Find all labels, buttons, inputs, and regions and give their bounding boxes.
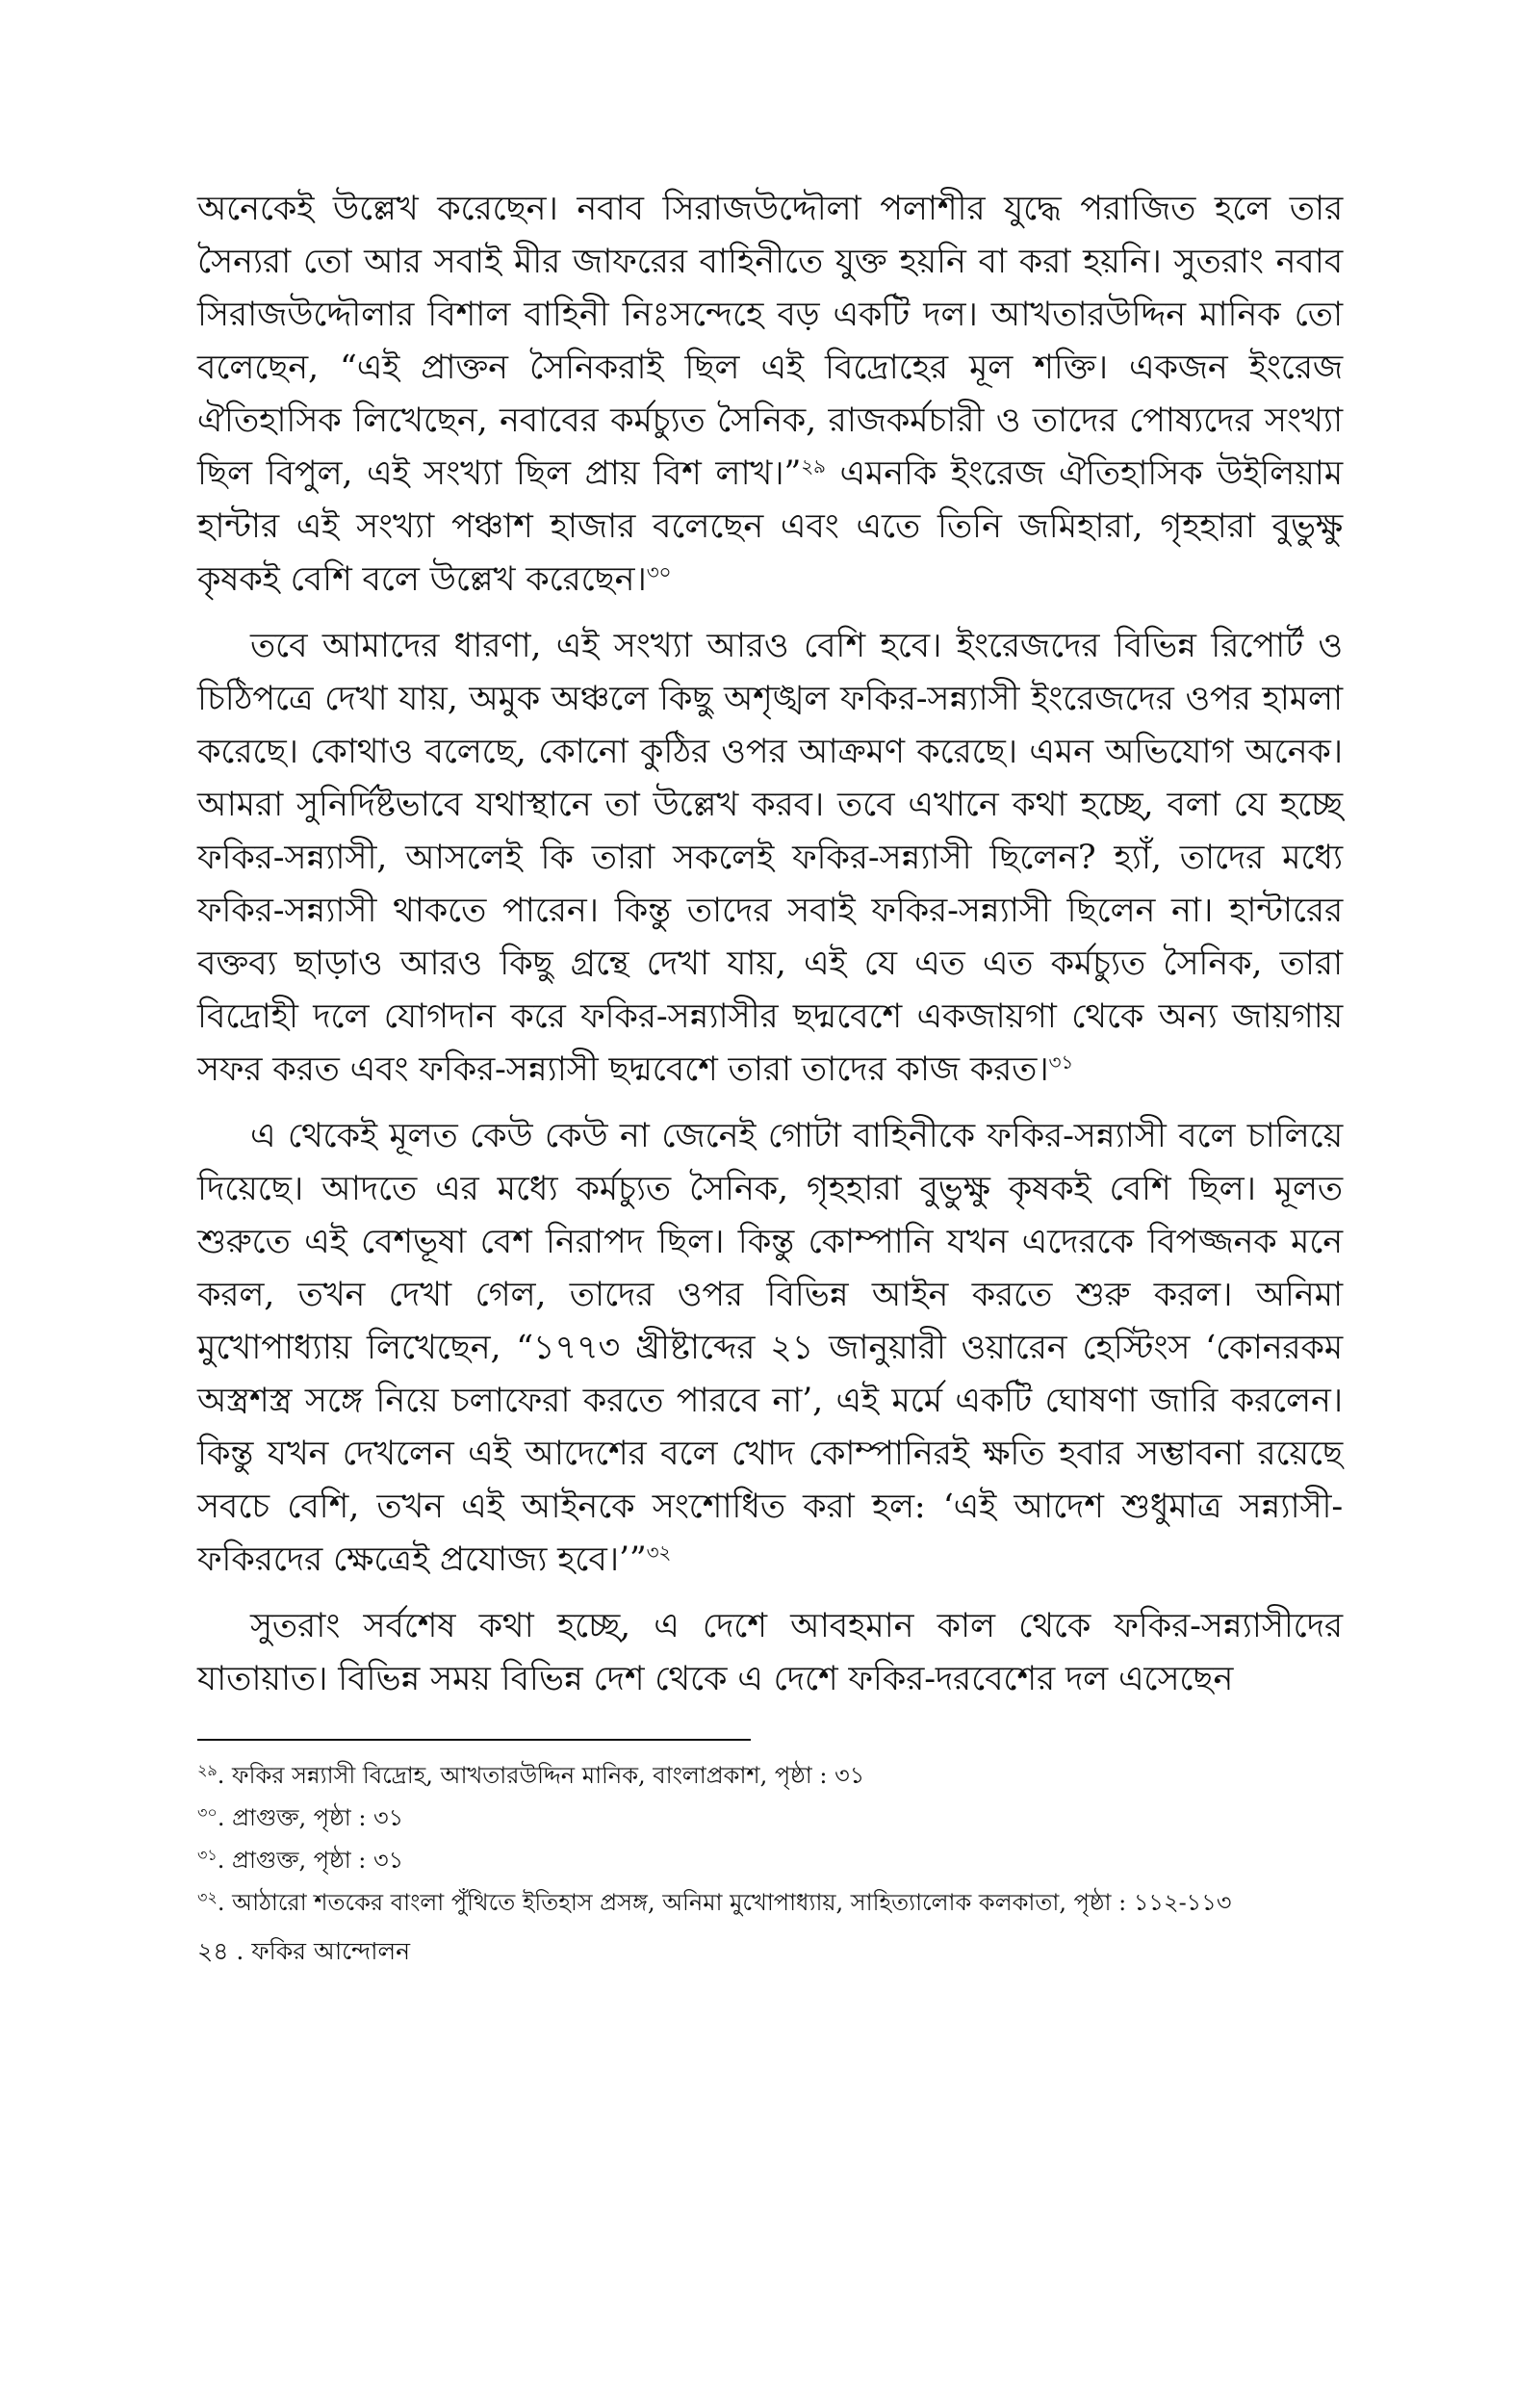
paragraph-1: [197, 183, 1343, 607]
paragraph-1-tail: এমনকি ইংরেজ ঐতিহাসিক উইলিয়াম হান্টার এই সংখ্যা পঞ্চাশ হাজার বলেছেন এবং এতে তিনি জমিহারা, গৃহহারা বুভুক্ষু কৃষকই বেশি বলে উল্লেখ করেছেন।: [197, 454, 1343, 599]
paragraph-1-text: অনেকেই উল্লেখ করেছেন। নবাব সিরাজউদ্দৌলা পলাশীর যুদ্ধে পরাজিত হলে তার সৈন্যরা তো আর সবাই মীর জাফরের বাহিনীতে যুক্ত হয়নি বা করা হয়নি। সুতরাং নবাব সিরাজউদ্দৌলার বিশাল বাহিনী নিঃসন্দেহে বড় একটি দল। আখতারউদ্দিন মানিক তো বলেছেন, “এই প্রাক্তন সৈনিকরাই ছিল এই বিদ্রোহের মূল শক্তি। একজন ইংরেজ ঐতিহাসিক লিখেছেন, নবাবের কর্মচ্যুত সৈনিক, রাজকর্মচারী ও তাদের পোষ্যদের সংখ্যা ছিল বিপুল, এই সংখ্যা ছিল প্রায় বিশ লাখ।”: [197, 190, 1343, 493]
footnote-32: [197, 1881, 1343, 1924]
footnote-mark: ৩১: [197, 1846, 218, 1864]
footnote-ref-32[interactable]: ৩২: [646, 1540, 672, 1564]
paragraph-3: [197, 1110, 1343, 1587]
footnote-ref-29[interactable]: ২৯: [801, 454, 826, 478]
page-footer: [197, 1929, 1343, 1974]
footnote-ref-30[interactable]: ৩০: [646, 560, 672, 583]
footnote-mark: ২৯: [197, 1761, 218, 1779]
book-page: [197, 183, 1343, 1974]
paragraph-2-text: তবে আমাদের ধারণা, এই সংখ্যা আরও বেশি হবে। ইংরেজদের বিভিন্ন রিপোর্ট ও চিঠিপত্রে দেখা যায়, অমুক অঞ্চলে কিছু অশৃঙ্খল ফকির-সন্ন্যাসী ইংরেজদের ওপর হামলা করেছে। কোথাও বলেছে, কোনো কুঠির ওপর আক্রমণ করেছে। এমন অভিযোগ অনেক। আমরা সুনির্দিষ্টভাবে যথাস্থানে তা উল্লেখ করব। তবে এখানে কথা হচ্ছে, বলা যে হচ্ছে ফকির-সন্ন্যাসী, আসলেই কি তারা সকলেই ফকির-সন্ন্যাসী ছিলেন? হ্যাঁ, তাদের মধ্যে ফকির-সন্ন্যাসী থাকতে পারেন। কিন্তু তাদের সবাই ফকির-সন্ন্যাসী ছিলেন না। হান্টারের বক্তব্য ছাড়াও আরও কিছু গ্রন্থে দেখা যায়, এই যে এত এত কর্মচ্যুত সৈনিক, তারা বিদ্রোহী দলে যোগদান করে ফকির-সন্ন্যাসীর ছদ্মবেশে একজায়গা থেকে অন্য জায়গায় সফর করত এবং ফকির-সন্ন্যাসী ছদ্মবেশে তারা তাদের কাজ করত।: [197, 627, 1343, 1089]
footer-separator: .: [228, 1937, 252, 1965]
footnote-mark: ৩২: [197, 1888, 218, 1906]
footnote-text: . আঠারো শতকের বাংলা পুঁথিতে ইতিহাস প্রসঙ্গ, অনিমা মুখোপাধ্যায়, সাহিত্যালোক কলকাতা, পৃষ্ঠা : ১১২-১১৩: [217, 1889, 1232, 1916]
footnote-text: . ফকির সন্ন্যাসী বিদ্রোহ, আখতারউদ্দিন মানিক, বাংলাপ্রকাশ, পৃষ্ঠা : ৩১: [217, 1762, 865, 1789]
paragraph-4: [197, 1600, 1343, 1706]
footnote-30: [197, 1797, 1343, 1839]
footnote-mark: ৩০: [197, 1803, 218, 1822]
paragraph-2: [197, 620, 1343, 1097]
footnote-ref-31[interactable]: ৩১: [1048, 1050, 1074, 1074]
paragraph-3-text: এ থেকেই মূলত কেউ কেউ না জেনেই গোটা বাহিনীকে ফকির-সন্ন্যাসী বলে চালিয়ে দিয়েছে। আদতে এর মধ্যে কর্মচ্যুত সৈনিক, গৃহহারা বুভুক্ষু কৃষকই বেশি ছিল। মূলত শুরুতে এই বেশভূষা বেশ নিরাপদ ছিল। কিন্তু কোম্পানি যখন এদেরকে বিপজ্জনক মনে করল, তখন দেখা গেল, তাদের ওপর বিভিন্ন আইন করতে শুরু করল। অনিমা মুখোপাধ্যায় লিখেছেন, “১৭৭৩ খ্রীষ্টাব্দের ২১ জানুয়ারী ওয়ারেন হেস্টিংস ‘কোনরকম অস্ত্রশস্ত্র সঙ্গে নিয়ে চলাফেরা করতে পারবে না’, এই মর্মে একটি ঘোষণা জারি করলেন। কিন্তু যখন দেখলেন এই আদেশের বলে খোদ কোম্পানিরই ক্ষতি হবার সম্ভাবনা রয়েছে সবচে বেশি, তখন এই আইনকে সংশোধিত করা হল: ‘এই আদেশ শুধুমাত্র সন্ন্যাসী-ফকিরদের ক্ষেত্রেই প্রযোজ্য হবে।’”: [197, 1117, 1343, 1579]
footnotes: [197, 1754, 1343, 1924]
book-title: ফকির আন্দোলন: [251, 1937, 411, 1965]
paragraph-4-text: সুতরাং সর্বশেষ কথা হচ্ছে, এ দেশে আবহমান কাল থেকে ফকির-সন্ন্যাসীদের যাতায়াত। বিভিন্ন সময় বিভিন্ন দেশ থেকে এ দেশে ফকির-দরবেশের দল এসেছেন: [197, 1607, 1343, 1698]
footnote-text: . প্রাগুক্ত, পৃষ্ঠা : ৩১: [217, 1847, 404, 1874]
footnote-divider: [197, 1739, 751, 1741]
footnote-text: . প্রাগুক্ত, পৃষ্ঠা : ৩১: [217, 1804, 404, 1831]
footnote-31: [197, 1839, 1343, 1881]
footnote-29: [197, 1754, 1343, 1797]
page-number: ২৪: [197, 1937, 229, 1965]
